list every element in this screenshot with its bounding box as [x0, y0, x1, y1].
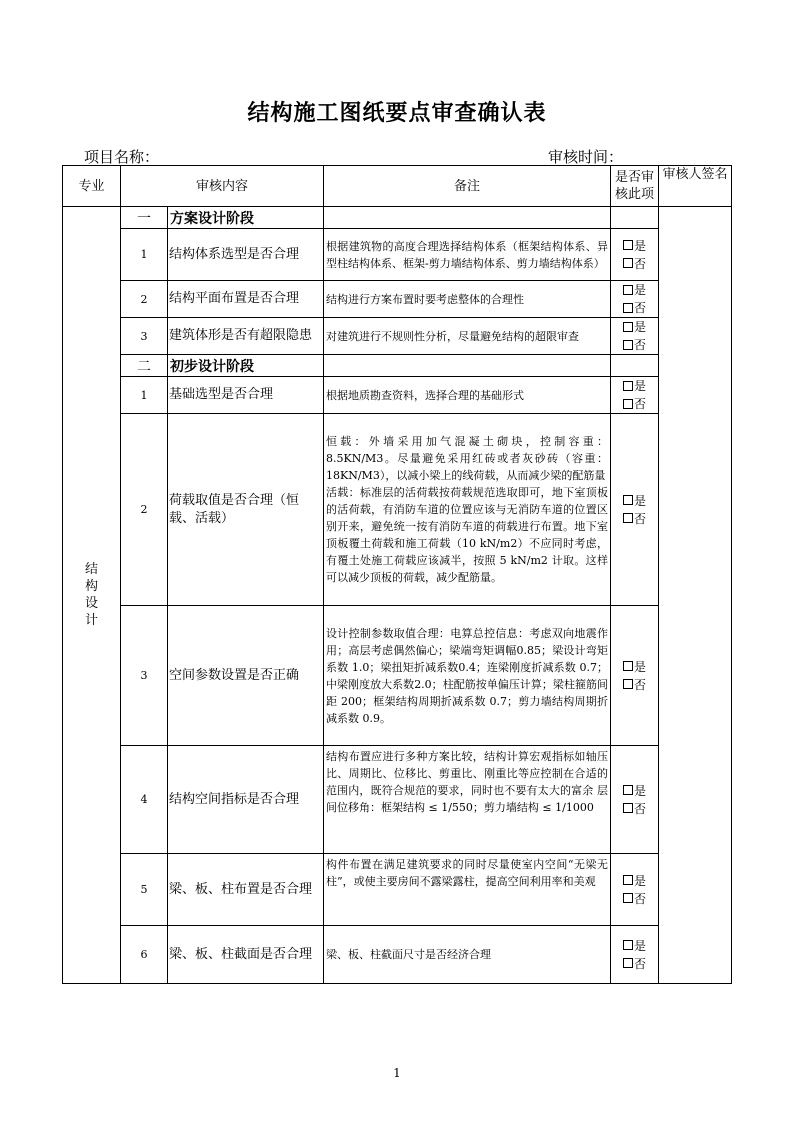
check-cell: [611, 229, 659, 281]
item-note: 构件布置在满足建筑要求的同时尽量使室内空间“无梁无柱”，或使主要房间不露梁露柱，提高空间利用率和美观: [324, 854, 611, 926]
check-yes-label: 是: [634, 938, 647, 953]
checkbox-icon[interactable]: [623, 240, 633, 250]
check-no-label: 否: [634, 801, 647, 816]
checkbox-icon[interactable]: [623, 875, 633, 885]
item-note: 结构布置应进行多种方案比较，结构计算宏观指标如轴压比、周期比、位移比、剪重比、刚重比等应控制在合适的范围内，既符合规范的要求，同时也不要有太大的富余 层间位移角：框架结构 ≤ 1/550；剪力墙结构 ≤ 1/1000: [324, 746, 611, 854]
stage-title: 方案设计阶段: [168, 207, 324, 229]
stage-number: 二: [121, 355, 168, 377]
check-yes-option[interactable]: [613, 237, 656, 255]
item-number: 6: [121, 926, 168, 984]
checkbox-icon[interactable]: [623, 958, 633, 968]
check-yes-label: 是: [634, 659, 647, 674]
item-note: 梁、板、柱截面尺寸是否经济合理: [324, 926, 611, 984]
check-cell: [611, 377, 659, 414]
check-yes-label: 是: [634, 283, 647, 297]
stage-row: [63, 355, 732, 377]
check-yes-option[interactable]: [613, 318, 656, 336]
check-no-label: 否: [634, 338, 647, 352]
specialty-cell: [63, 207, 121, 984]
item-content: 梁、板、柱布置是否合理: [168, 854, 324, 926]
check-yes-label: 是: [634, 873, 647, 888]
checkbox-icon[interactable]: [623, 495, 633, 505]
page-number: 1: [393, 1066, 401, 1080]
item-number: 3: [121, 606, 168, 746]
item-content: 梁、板、柱截面是否合理: [168, 926, 324, 984]
review-time-label: 审核时间：: [548, 148, 624, 166]
check-no-option[interactable]: [613, 336, 656, 354]
checkbox-icon[interactable]: [623, 785, 633, 795]
stage-check-empty: [611, 355, 659, 377]
table-row: [63, 746, 732, 854]
check-no-option[interactable]: [613, 255, 656, 273]
check-no-option[interactable]: [613, 890, 656, 908]
checkbox-icon[interactable]: [623, 381, 633, 391]
checkbox-icon[interactable]: [623, 322, 633, 332]
check-no-option[interactable]: [613, 676, 656, 694]
stage-number: 一: [121, 207, 168, 229]
signature-cell[interactable]: [659, 207, 732, 984]
item-number: 1: [121, 229, 168, 281]
item-content: 基础选型是否合理: [168, 377, 324, 414]
stage-note-empty: [324, 207, 611, 229]
check-no-option[interactable]: [613, 395, 656, 413]
checkbox-icon[interactable]: [623, 679, 633, 689]
check-no-label: 否: [634, 511, 647, 526]
check-yes-option[interactable]: [613, 782, 656, 800]
item-note: 设计控制参数取值合理：电算总控信息：考虑双向地震作用；高层考虑偶然偏心；梁端弯矩调幅0.85；梁设计弯矩系数 1.0；梁扭矩折减系数0.4；连梁刚度折减系数 0.7；中梁刚度放大系数2.0；柱配筋按单偏压计算；梁柱箍筋间距 200；框架结构周期折减系数 0.7；剪力墙结构周期折减系数 0.9。: [324, 606, 611, 746]
item-content: 结构空间指标是否合理: [168, 746, 324, 854]
table-row: [63, 318, 732, 355]
item-number: 5: [121, 854, 168, 926]
check-no-label: 否: [634, 677, 647, 692]
item-content: 结构平面布置是否合理: [168, 281, 324, 318]
check-no-label: 否: [634, 397, 647, 411]
review-table: [62, 165, 732, 984]
specialty-label: 结构设计: [84, 562, 98, 628]
checkbox-icon[interactable]: [623, 940, 633, 950]
item-content: 建筑体形是否有超限隐患: [168, 318, 324, 355]
item-content: 荷载取值是否合理（恒载、活载）: [168, 414, 324, 606]
header-signature: 审核人签名: [659, 166, 732, 207]
check-no-label: 否: [634, 956, 647, 971]
check-yes-label: 是: [634, 783, 647, 798]
check-cell: [611, 318, 659, 355]
check-yes-label: 是: [634, 379, 647, 393]
checkbox-icon[interactable]: [623, 285, 633, 295]
check-yes-option[interactable]: [613, 937, 656, 955]
item-note: 结构进行方案布置时要考虑整体的合理性: [324, 281, 611, 318]
table-row: [63, 854, 732, 926]
checkbox-icon[interactable]: [623, 893, 633, 903]
check-yes-label: 是: [634, 493, 647, 508]
check-yes-option[interactable]: [613, 872, 656, 890]
table-row: [63, 606, 732, 746]
check-cell: [611, 606, 659, 746]
item-content: 空间参数设置是否正确: [168, 606, 324, 746]
item-note: 根据建筑物的高度合理选择结构体系（框架结构体系、异型柱结构体系、框架-剪力墙结构体系、剪力墙结构体系）: [324, 229, 611, 281]
header-notes: 备注: [324, 166, 611, 207]
item-content: 结构体系选型是否合理: [168, 229, 324, 281]
table-row: [63, 926, 732, 984]
checkbox-icon[interactable]: [623, 258, 633, 268]
item-note: 恒载：外墙采用加气混凝土砌块，控制容重：8.5KN/M3。尽量避免采用红砖或者灰砂砖（容重：18KN/M3），以减小梁上的线荷载，从而减少梁的配筋量 活载：标准层的活荷载按荷载规范选取即可，地下室顶板的活荷载，有消防车道的位置应该与无消防车道的位置区别开来，避免统一按有消防车道的荷载进行布置。地下室顶板覆土荷载和施工荷载（10 kN/m2）不应同时考虑，有覆土处施工荷载应该减半，按照 5 kN/m2 计取。这样可以减少顶板的荷载，减少配筋量。: [324, 414, 611, 606]
check-yes-label: 是: [634, 320, 647, 334]
check-no-option[interactable]: [613, 800, 656, 818]
checkbox-icon[interactable]: [623, 340, 633, 350]
checkbox-icon[interactable]: [623, 803, 633, 813]
stage-check-empty: [611, 207, 659, 229]
item-note: 根据地质勘查资料，选择合理的基础形式: [324, 377, 611, 414]
check-cell: [611, 414, 659, 606]
document-title: 结构施工图纸要点审查确认表: [247, 100, 547, 126]
checkbox-icon[interactable]: [623, 661, 633, 671]
header-row: [63, 166, 732, 207]
item-number: 2: [121, 281, 168, 318]
stage-row: [63, 207, 732, 229]
checkbox-icon[interactable]: [623, 399, 633, 409]
check-yes-option[interactable]: [613, 492, 656, 510]
check-cell: [611, 746, 659, 854]
item-number: 2: [121, 414, 168, 606]
check-no-option[interactable]: [613, 299, 656, 317]
check-no-label: 否: [634, 256, 647, 271]
check-no-option[interactable]: [613, 510, 656, 528]
check-no-option[interactable]: [613, 955, 656, 973]
check-no-label: 否: [634, 891, 647, 906]
check-yes-option[interactable]: [613, 377, 656, 395]
table-row: [63, 414, 732, 606]
table-row: [63, 229, 732, 281]
header-checked: 是否审核此项: [611, 166, 659, 207]
stage-note-empty: [324, 355, 611, 377]
item-number: 1: [121, 377, 168, 414]
table-row: [63, 281, 732, 318]
check-yes-option[interactable]: [613, 281, 656, 299]
item-number: 4: [121, 746, 168, 854]
check-cell: [611, 281, 659, 318]
item-note: 对建筑进行不规则性分析，尽量避免结构的超限审查: [324, 318, 611, 355]
checkbox-icon[interactable]: [623, 303, 633, 313]
check-yes-option[interactable]: [613, 658, 656, 676]
stage-title: 初步设计阶段: [168, 355, 324, 377]
check-cell: [611, 926, 659, 984]
checkbox-icon[interactable]: [623, 513, 633, 523]
header-content: 审核内容: [121, 166, 324, 207]
check-no-label: 否: [634, 301, 647, 315]
check-cell: [611, 854, 659, 926]
project-name-label: 项目名称：: [84, 148, 160, 166]
header-specialty: 专业: [63, 166, 121, 207]
item-number: 3: [121, 318, 168, 355]
check-yes-label: 是: [634, 238, 647, 253]
table-row: [63, 377, 732, 414]
